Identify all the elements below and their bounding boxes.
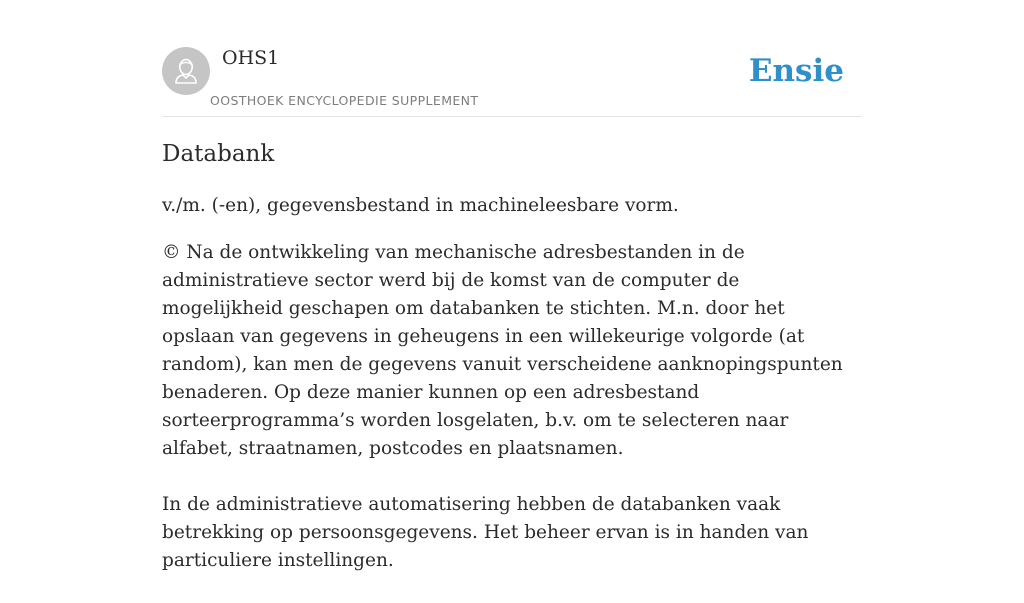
page-title: Databank [162,141,275,167]
brand-logo[interactable]: Ensie [748,53,844,89]
user-icon [162,47,210,95]
source-label[interactable]: OOSTHOEK ENCYCLOPEDIE SUPPLEMENT [210,93,479,108]
author-name[interactable]: OHS1 [222,47,280,69]
article-body [162,239,862,603]
body-paragraph: © Na de ontwikkeling van mechanische adresbestanden in de administratieve sector werd bij de komst van de computer de mogelijkheid geschapen om databanken te stichten. M.n. door het opslaan van gegevens in geheugens in een willekeurige volgorde (at random), kan men de gegevens vanuit verscheidene aanknopingspunten benaderen. Op deze manier kunnen op een adresbestand sorteerprogramma’s worden losgelaten, b.v. om te selecteren naar alfabet, straatnamen, postcodes en plaatsnamen. [162,242,843,459]
body-paragraph: In de administratieve automatisering hebben de databanken vaak betrekking op persoonsgegevens. Het beheer ervan is in handen van particuliere instellingen. [162,494,809,571]
article-header [162,46,862,117]
avatar[interactable] [162,47,210,95]
definition-text: v./m. (-en), gegevensbestand in machineleesbare vorm. [162,195,679,216]
